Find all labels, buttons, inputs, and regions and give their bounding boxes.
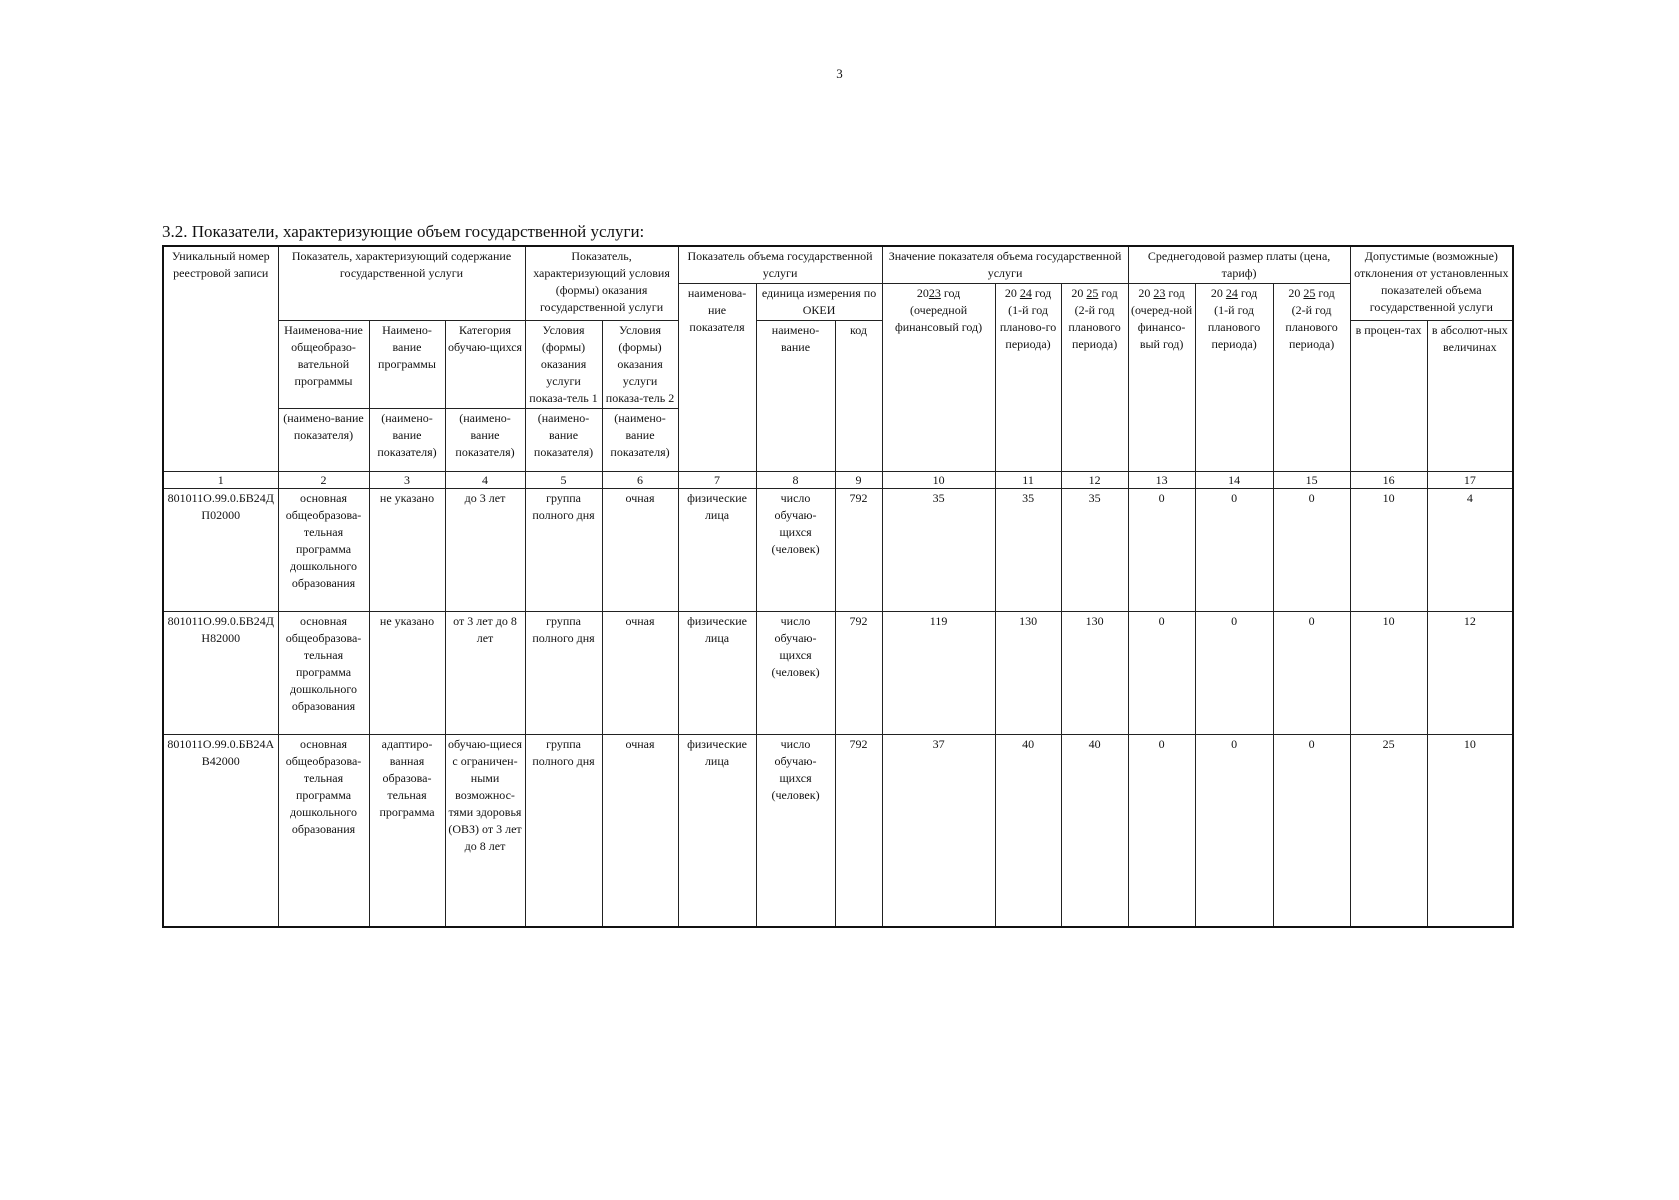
- header-value-year-3: 20 25 год (2-й год планового периода): [1061, 284, 1128, 472]
- cell-unit-name: число обучаю-щихся (человек): [756, 735, 835, 928]
- cell-value-year-1: 37: [882, 735, 995, 928]
- cell-unit-code: 792: [835, 489, 882, 612]
- header-indicator-name: (наимено-вание показателя): [602, 409, 678, 472]
- header-fee-year-3: 20 25 год (2-й год планового периода): [1273, 284, 1350, 472]
- header-registry: Уникальный номер реестровой записи: [163, 246, 278, 472]
- column-number: 13: [1128, 472, 1195, 489]
- cell-unit-code: 792: [835, 612, 882, 735]
- column-number: 9: [835, 472, 882, 489]
- page-number: 3: [836, 66, 843, 81]
- cell-deviation-absolute: 4: [1427, 489, 1513, 612]
- column-number-row: [163, 472, 1513, 489]
- cell-fee-year-3: 0: [1273, 489, 1350, 612]
- header-fee-year-2: 20 24 год (1-й год планового периода): [1195, 284, 1273, 472]
- column-number: 3: [369, 472, 445, 489]
- cell-program-name: основная общеобразова-тельная программа дошкольного образования: [278, 489, 369, 612]
- cell-value-year-2: 35: [995, 489, 1061, 612]
- cell-deviation-absolute: 10: [1427, 735, 1513, 928]
- column-number: 17: [1427, 472, 1513, 489]
- cell-fee-year-1: 0: [1128, 489, 1195, 612]
- column-number: 10: [882, 472, 995, 489]
- cell-category: обучаю-щиеся с ограничен-ными возможнос-тями здоровья (ОВЗ) от 3 лет до 8 лет: [445, 735, 525, 928]
- cell-condition-1: группа полного дня: [525, 489, 602, 612]
- cell-condition-2: очная: [602, 735, 678, 928]
- cell-program: не указано: [369, 612, 445, 735]
- cell-value-year-2: 130: [995, 612, 1061, 735]
- header-group-conditions: Показатель, характеризующий условия (формы) оказания государственной услуги: [525, 246, 678, 321]
- column-number: 1: [163, 472, 278, 489]
- section-title: 3.2. Показатели, характеризующие объем государственной услуги:: [162, 222, 645, 241]
- cell-deviation-percent: 25: [1350, 735, 1427, 928]
- cell-indicator: физические лица: [678, 735, 756, 928]
- header-value-year-1: 2023 год (очередной финансовый год): [882, 284, 995, 472]
- cell-value-year-1: 119: [882, 612, 995, 735]
- header-indicator-name: (наимено-вание показателя): [369, 409, 445, 472]
- cell-category: от 3 лет до 8 лет: [445, 612, 525, 735]
- cell-program-name: основная общеобразова-тельная программа дошкольного образования: [278, 735, 369, 928]
- table-row: [163, 735, 1513, 928]
- header-indicator-name: (наимено-вание показателя): [278, 409, 369, 472]
- column-number: 2: [278, 472, 369, 489]
- cell-fee-year-2: 0: [1195, 489, 1273, 612]
- header-value-year-2: 20 24 год (1-й год планово-го периода): [995, 284, 1061, 472]
- cell-indicator: физические лица: [678, 612, 756, 735]
- column-number: 14: [1195, 472, 1273, 489]
- cell-program: адаптиро-ванная образова-тельная программа: [369, 735, 445, 928]
- cell-fee-year-3: 0: [1273, 735, 1350, 928]
- header-group-volume: Показатель объема государственной услуги: [678, 246, 882, 284]
- header-deviation-absolute: в абсолют-ных величинах: [1427, 321, 1513, 472]
- cell-registry: 801011О.99.0.БВ24ДП02000: [163, 489, 278, 612]
- cell-deviation-absolute: 12: [1427, 612, 1513, 735]
- table-row: [163, 612, 1513, 735]
- header-unit-name: наимено-вание: [756, 321, 835, 472]
- header-condition-2: Условия (формы) оказания услуги показа-тель 2: [602, 321, 678, 409]
- header-unit-code: код: [835, 321, 882, 472]
- column-number: 8: [756, 472, 835, 489]
- volume-indicators-table: [162, 245, 1514, 928]
- cell-fee-year-1: 0: [1128, 612, 1195, 735]
- header-group-content: Показатель, характеризующий содержание государственной услуги: [278, 246, 525, 321]
- cell-unit-name: число обучаю-щихся (человек): [756, 612, 835, 735]
- header-volume-name: наименова-ние показателя: [678, 284, 756, 472]
- cell-condition-2: очная: [602, 612, 678, 735]
- header-deviation-percent: в процен-тах: [1350, 321, 1427, 472]
- column-number: 4: [445, 472, 525, 489]
- cell-deviation-percent: 10: [1350, 489, 1427, 612]
- cell-deviation-percent: 10: [1350, 612, 1427, 735]
- column-number: 5: [525, 472, 602, 489]
- cell-category: до 3 лет: [445, 489, 525, 612]
- cell-unit-name: число обучаю-щихся (человек): [756, 489, 835, 612]
- column-number: 11: [995, 472, 1061, 489]
- column-number: 12: [1061, 472, 1128, 489]
- cell-value-year-3: 40: [1061, 735, 1128, 928]
- header-fee-year-1: 20 23 год (очеред-ной финансо-вый год): [1128, 284, 1195, 472]
- header-indicator-name: (наимено-вание показателя): [445, 409, 525, 472]
- cell-value-year-2: 40: [995, 735, 1061, 928]
- cell-registry: 801011О.99.0.БВ24ДН82000: [163, 612, 278, 735]
- table-row: [163, 489, 1513, 612]
- cell-value-year-3: 130: [1061, 612, 1128, 735]
- column-number: 16: [1350, 472, 1427, 489]
- header-group-deviation: Допустимые (возможные) отклонения от установленных показателей объема государственной услуги: [1350, 246, 1513, 321]
- cell-registry: 801011О.99.0.БВ24АВ42000: [163, 735, 278, 928]
- cell-indicator: физические лица: [678, 489, 756, 612]
- cell-condition-1: группа полного дня: [525, 735, 602, 928]
- cell-program: не указано: [369, 489, 445, 612]
- cell-condition-1: группа полного дня: [525, 612, 602, 735]
- cell-program-name: основная общеобразова-тельная программа дошкольного образования: [278, 612, 369, 735]
- column-number: 7: [678, 472, 756, 489]
- header-group-value: Значение показателя объема государственной услуги: [882, 246, 1128, 284]
- header-program: Наимено-вание программы: [369, 321, 445, 409]
- cell-fee-year-1: 0: [1128, 735, 1195, 928]
- column-number: 6: [602, 472, 678, 489]
- cell-fee-year-3: 0: [1273, 612, 1350, 735]
- header-volume-unit: единица измерения по ОКЕИ: [756, 284, 882, 321]
- cell-fee-year-2: 0: [1195, 612, 1273, 735]
- cell-fee-year-2: 0: [1195, 735, 1273, 928]
- header-group-fee: Среднегодовой размер платы (цена, тариф): [1128, 246, 1350, 284]
- header-indicator-name: (наимено-вание показателя): [525, 409, 602, 472]
- cell-unit-code: 792: [835, 735, 882, 928]
- cell-value-year-3: 35: [1061, 489, 1128, 612]
- cell-value-year-1: 35: [882, 489, 995, 612]
- header-condition-1: Условия (формы) оказания услуги показа-тель 1: [525, 321, 602, 409]
- header-program-name: Наименова-ние общеобразо-вательной программы: [278, 321, 369, 409]
- header-category: Категория обучаю-щихся: [445, 321, 525, 409]
- cell-condition-2: очная: [602, 489, 678, 612]
- column-number: 15: [1273, 472, 1350, 489]
